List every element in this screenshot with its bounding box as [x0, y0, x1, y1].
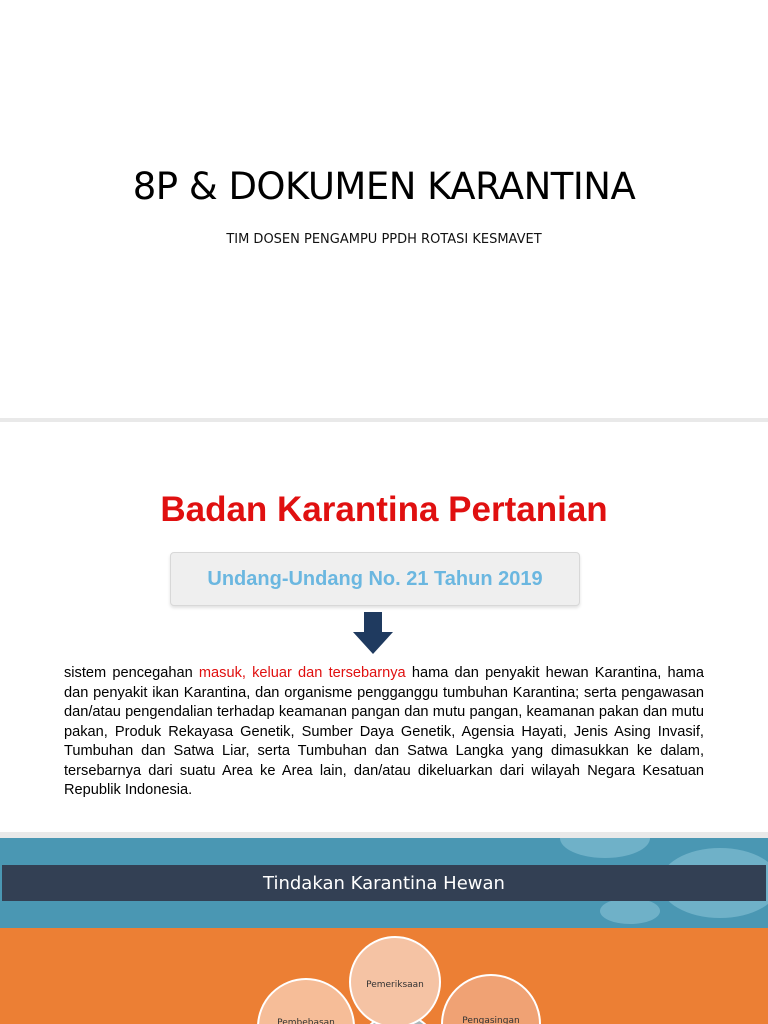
slide-title	[0, 0, 768, 418]
decor-splash	[600, 898, 660, 924]
decor-splash	[560, 838, 650, 858]
slide-badan-karantina	[0, 422, 768, 832]
agency-title: Badan Karantina Pertanian	[160, 490, 608, 529]
section-banner	[2, 865, 766, 901]
definition-paragraph	[64, 664, 704, 801]
banner-title: Tindakan Karantina Hewan	[263, 872, 505, 894]
paragraph-body: hama dan penyakit hewan Karantina, hama dan penyakit ikan Karantina, dan organisme pengganggu tumbuhan Karantina; serta pengawasan dan/atau pengendalian terhadap keamanan pangan dan mutu pangan, keamanan pakan dan mutu pakan, Produk Rekayasa Genetik, Sumber Daya Genetik, Agensia Hayati, Jenis Asing Invasif, Tumbuhan dan Satwa Liar, serta Tumbuhan dan Satwa Langka yang dimasukkan ke dalam, tersebarnya dari suatu Area ke Area lain, dan/atau dikeluarkan dari wilayah Negara Kesatuan Republik Indonesia.	[64, 665, 705, 798]
law-label: Undang-Undang No. 21 Tahun 2019	[207, 567, 543, 590]
slide-title-heading: 8P & DOKUMEN KARANTINA	[132, 165, 636, 208]
circle-label: Pengasingan	[462, 1016, 520, 1024]
circle-label: Pembebasan	[277, 1018, 335, 1024]
slide-tindakan	[0, 838, 768, 1024]
slide-subtitle: TIM DOSEN PENGAMPU PPDH ROTASI KESMAVET	[226, 232, 542, 247]
circle-pemeriksaan	[349, 936, 441, 1024]
circle-label: Pemeriksaan	[366, 980, 424, 990]
arrow-down-icon	[350, 610, 396, 656]
law-box	[170, 552, 580, 606]
paragraph-intro: sistem pencegahan	[64, 665, 199, 681]
paragraph-highlight: masuk, keluar dan tersebarnya	[198, 665, 406, 681]
